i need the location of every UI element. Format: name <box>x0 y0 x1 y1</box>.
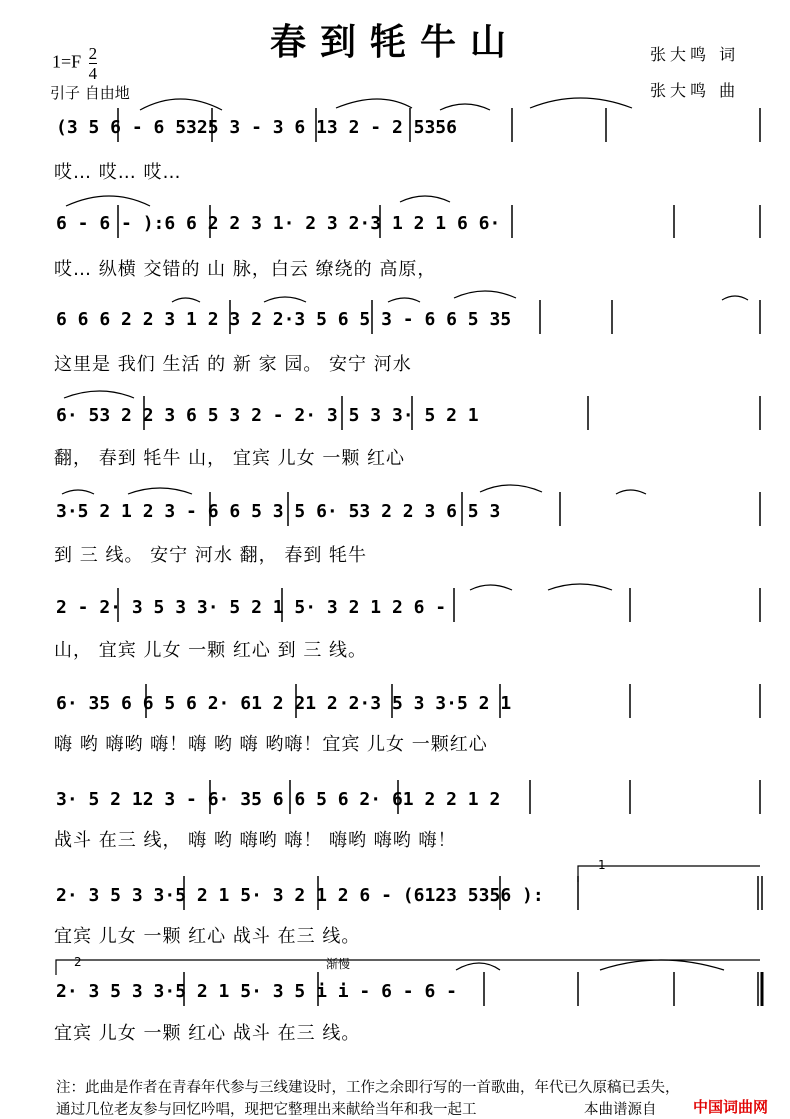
time-bottom: 4 <box>88 64 98 83</box>
lyric-line-6: 山， 宜宾 儿女 一颗 红心 到 三 线。 <box>54 640 368 661</box>
lyric-line-1: 哎… 哎… 哎… <box>54 162 182 183</box>
music-line-4: 6· 53 2 2 3 6 5 3 2 - 2· 3 5 3 3· 5 2 1 <box>56 405 479 426</box>
music-line-5: 3·5 2 1 2 3 - 6 6 5 3 5 6· 53 2 2 3 6 5 3 <box>56 501 501 522</box>
intro-marking: 引子 自由地 <box>50 84 130 102</box>
lyric-line-10: 宜宾 儿女 一颗 红心 战斗 在三 线。 <box>54 1023 361 1044</box>
source-text: 本曲谱源自 <box>584 1102 657 1118</box>
lyric-line-2: 哎… 纵横 交错的 山 脉，白云 缭绕的 高原， <box>54 259 437 280</box>
slurs <box>62 98 748 970</box>
song-title: 春到牦牛山 <box>269 21 520 63</box>
volta-1-label: 1 <box>598 858 606 872</box>
lyric-line-5: 到 三 线。 安宁 河水 翻， 春到 牦牛 <box>54 545 368 566</box>
volta-2-label: 2 <box>74 955 82 969</box>
tempo-mark: 渐慢 <box>326 957 351 971</box>
music-line-10: 2· 3 5 3 3·5 2 1 5· 3 5 i i - 6 - 6 - <box>56 981 457 1002</box>
music-line-6: 2 - 2· 3 5 3 3· 5 2 1 5· 3 2 1 2 6 - <box>56 597 447 618</box>
time-top: 2 <box>88 44 98 63</box>
music-line-2: 6 - 6 - ):6 6 2 2 3 1· 2 3 2·3 1 2 1 6 6· <box>56 213 501 234</box>
key-label: 1=F <box>52 51 82 72</box>
site-watermark: 中国词曲网 <box>693 1098 769 1116</box>
footnote-line-1: 注：此曲是作者在青春年代参与三线建设时，工作之余即行写的一首歌曲，年代已久原稿已丢失， <box>56 1080 680 1096</box>
music-line-1: (3 5 6 - 6 5325 3 - 3 6 13 2 - 2 5356 <box>56 117 457 138</box>
bar-lines <box>118 108 762 1006</box>
music-line-7: 6· 35 6 6 5 6 2· 61 2 21 2 2·3 5 3 3·5 2 1 <box>56 693 512 714</box>
lyric-line-4: 翻， 春到 牦牛 山， 宜宾 儿女 一颗 红心 <box>54 448 406 469</box>
lyric-line-7: 嗨 哟 嗨哟 嗨！嗨 哟 嗨 哟嗨！宜宾 儿女 一颗红心 <box>54 734 488 755</box>
lyric-line-9: 宜宾 儿女 一颗 红心 战斗 在三 线。 <box>54 926 361 947</box>
lyric-line-8: 战斗 在三 线， 嗨 哟 嗨哟 嗨！ 嗨哟 嗨哟 嗨！ <box>54 830 457 851</box>
composer-credit: 张大鸣 曲 <box>650 81 740 100</box>
music-line-3: 6 6 6 2 2 3 1 2 3 2 2·3 5 6 5 3 - 6 6 5 35 <box>56 309 512 330</box>
music-line-9: 2· 3 5 3 3·5 2 1 5· 3 2 1 2 6 - (6123 5356 ): <box>56 885 544 906</box>
volta-brackets <box>56 866 760 975</box>
footnote-line-2: 通过几位老友参与回忆吟唱，现把它整理出来献给当年和我一起工 <box>56 1102 477 1118</box>
music-line-8: 3· 5 2 12 3 - 6· 35 6 6 5 6 2· 61 2 2 1 2 <box>56 789 501 810</box>
lyric-line-3: 这里是 我们 生活 的 新 家 园。 安宁 河水 <box>54 354 412 375</box>
lyricist-credit: 张大鸣 词 <box>650 45 740 64</box>
